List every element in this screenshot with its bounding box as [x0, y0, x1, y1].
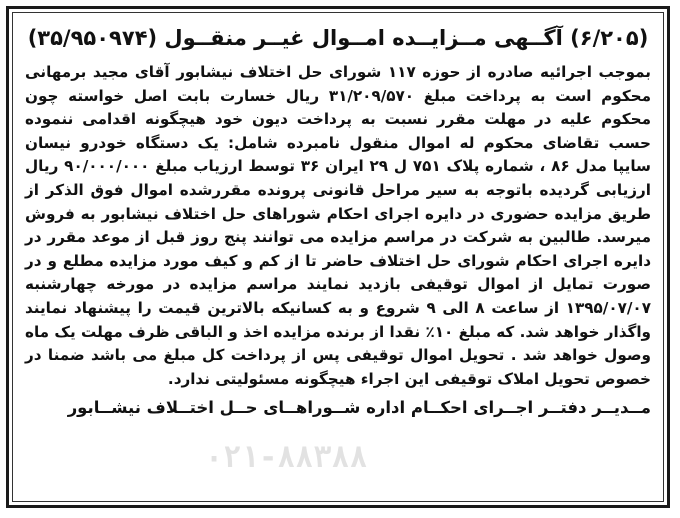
watermark: ۰۲۱-۸۸۳۸۸: [205, 440, 368, 475]
notice-content: [12, 12, 664, 502]
notice-body: بموجب اجرائیه صادره از حوزه ۱۱۷ شورای حل اختلاف نیشابور آقای مجید برمهانی محکوم است به پرداخت مبلغ ۳۱/۲۰۹/۵۷۰ ریال خسارت بابت اصل خواسته چون محکوم علیه در مهلت مقرر نسبت به پرداخت دیون خود هیچگونه اقدامی ننموده حسب تقاضای محکوم له اموال منقول نامبرده شامل: یک دستگاه خودرو نیسان سایپا مدل ۸۶ ، شماره پلاک ۷۵۱ ل ۲۹ ایران ۳۶ توسط ارزیاب مبلغ ۹۰/۰۰۰/۰۰۰ ریال ارزیابی گردیده باتوجه به سیر مراحل قانونی پرونده مقررشده اموال فوق الذکر از طریق مزایده حضوری در دایره اجرای احکام شوراهای حل اختلاف نیشابور به فروش میرسد. طالبین به شرکت در مراسم مزایده می توانند پنج روز قبل از موعد مقرر در دایره اجرای احکام شورای حل اختلاف حاضر تا از کم و کیف مورد مزایده مطلع و در صورت تمایل از اموال توقیفی بازدید نمایند مراسم مزایده در مورخه چهارشنبه ۱۳۹۵/۰۷/۰۷ از ساعت ۸ الی ۹ شروع و به کسانیکه بالاترین قیمت را پیشنهاد نمایند واگذار خواهد شد. که مبلغ ۱۰٪ نقدا از برنده مزایده اخذ و الباقی ظرف مهلت یک ماه وصول خواهد شد . تحویل اموال توقیفی پس از پرداخت کل مبلغ می باشد ضمنا در خصوص تحویل املاک توقیفی این اجراء هیچگونه مسئولیتی ندارد.: [25, 63, 651, 388]
notice-signature: مــدیــر دفتــر اجــرای احکــام اداره شــوراهــای حــل اختــلاف نیشــابور: [67, 398, 651, 418]
notice-title: (۶/۲۰۵) آگــهی مــزایــده امــوال غیــر منقــول (۳۵/۹۵۰۹۷۴): [27, 26, 649, 50]
notice-frame: [6, 6, 670, 508]
